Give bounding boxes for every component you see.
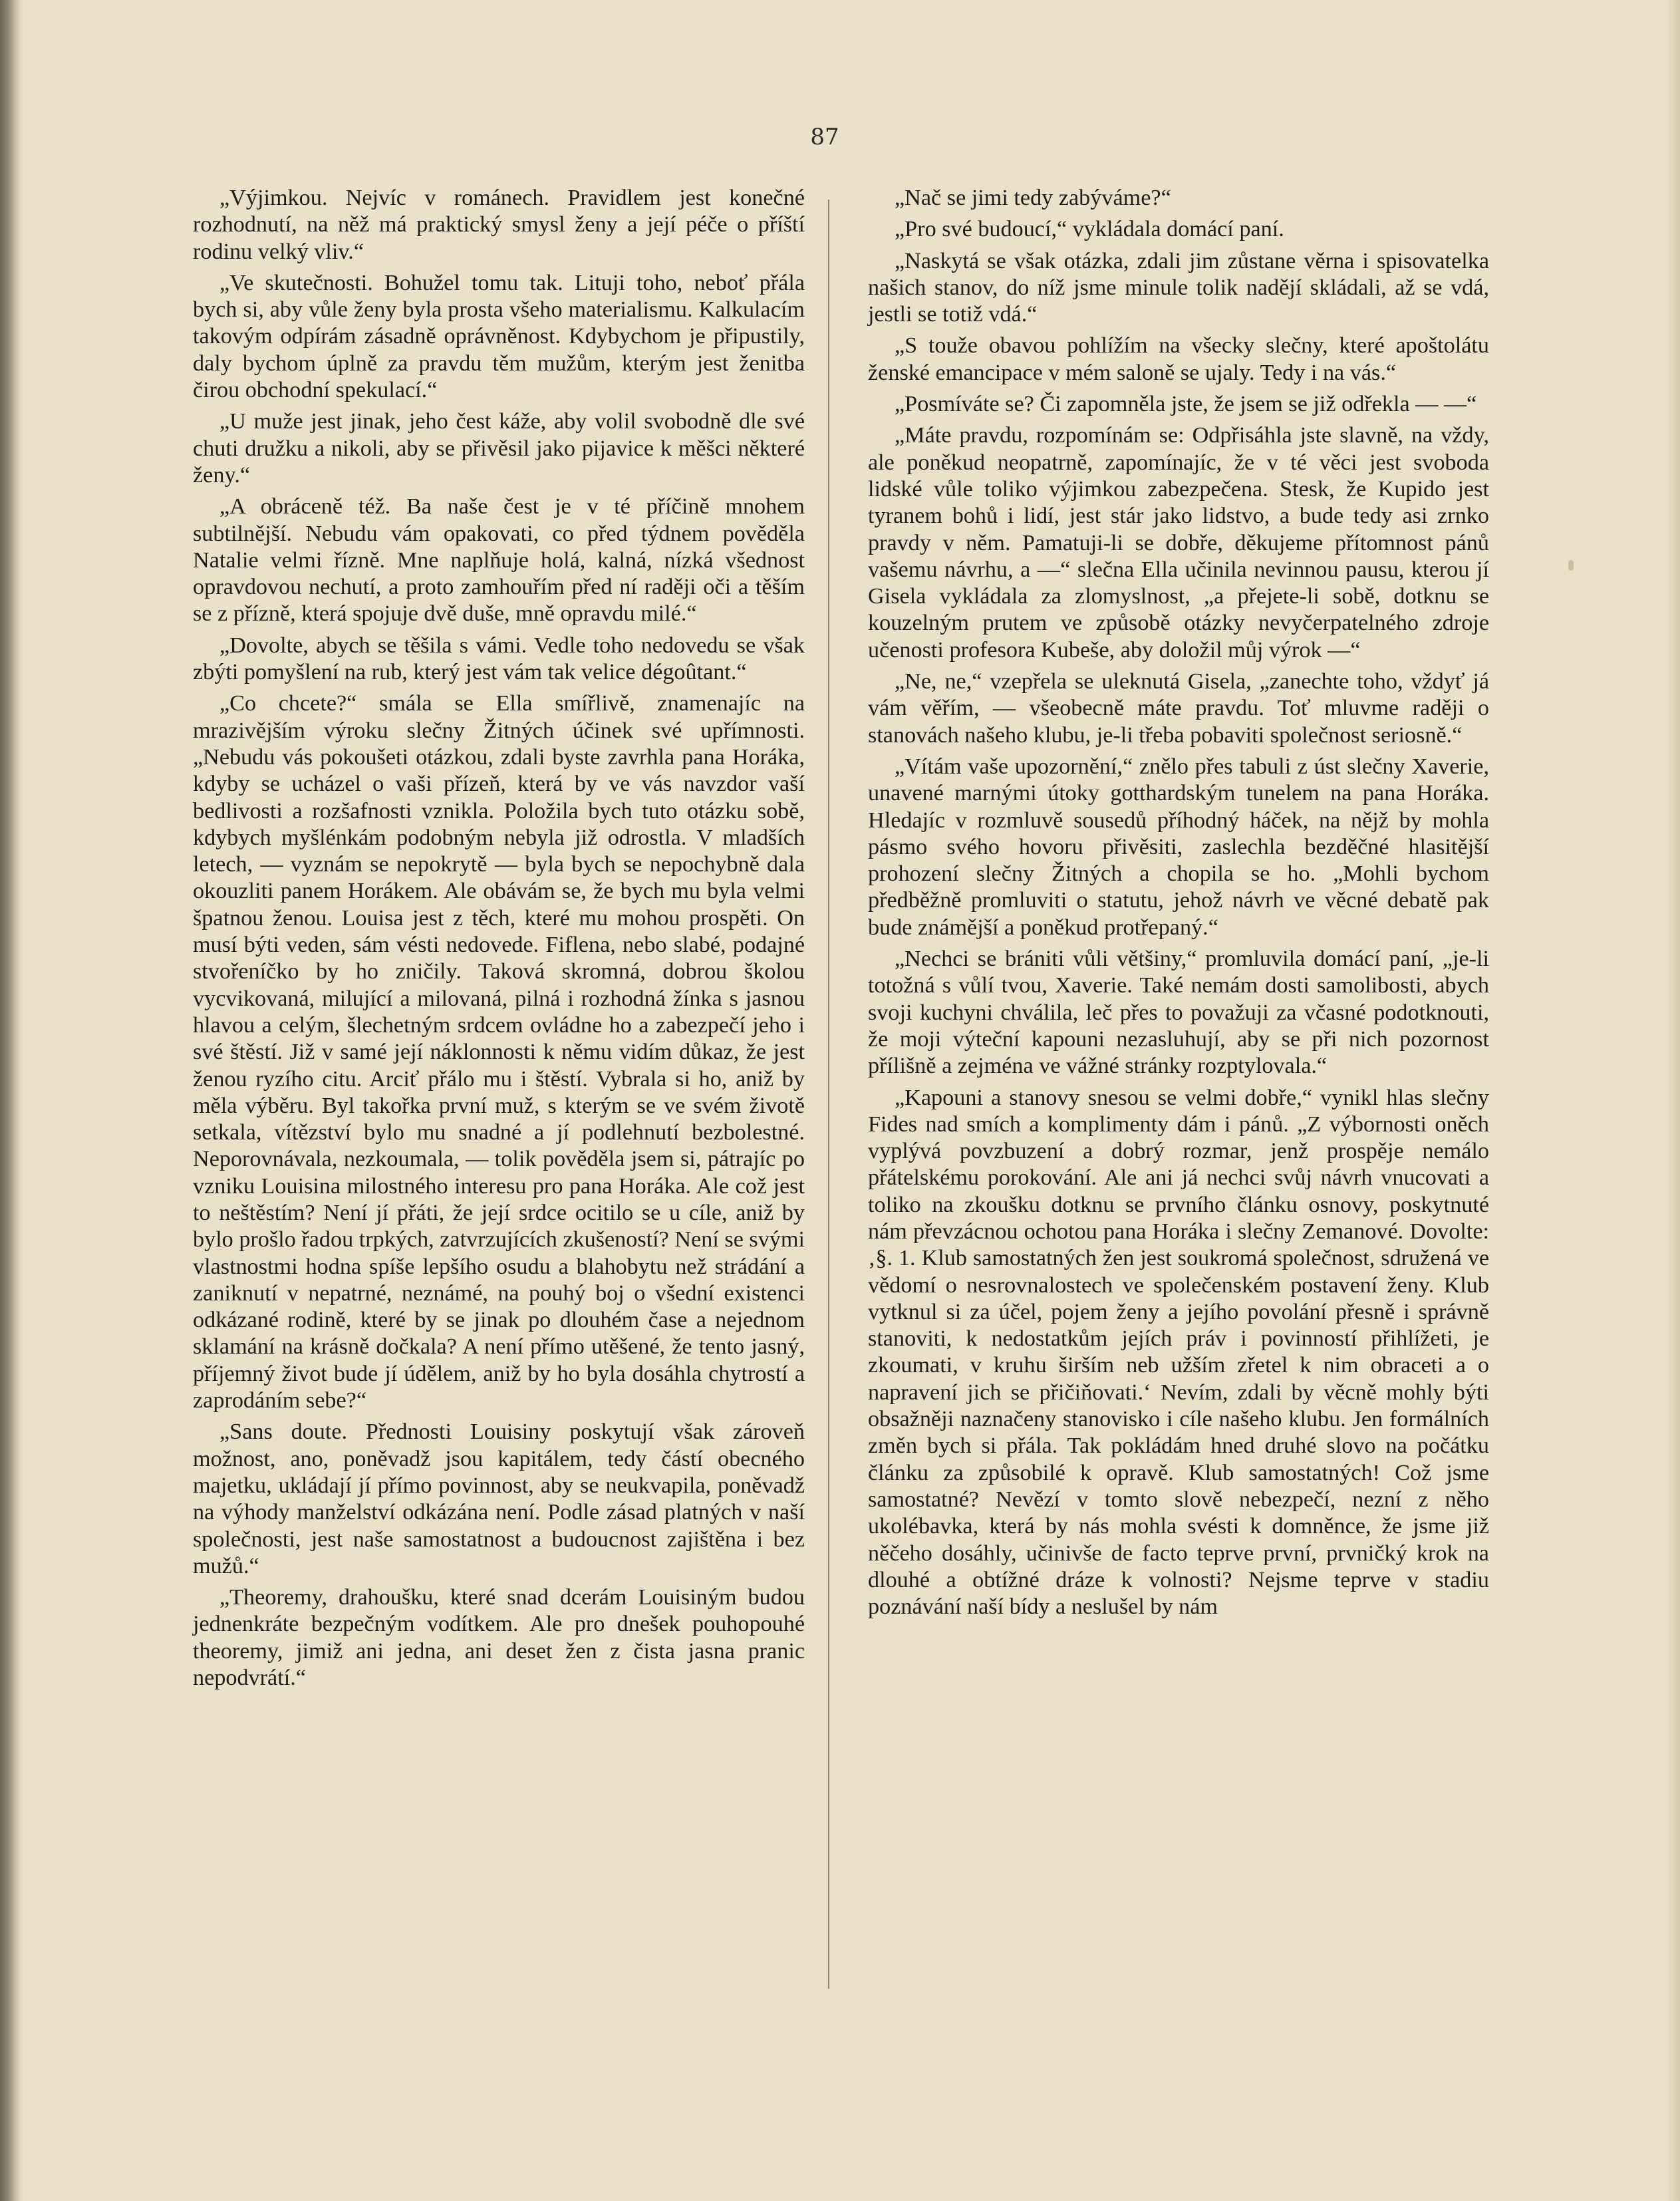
left-column (193, 185, 805, 1696)
right-column (868, 185, 1489, 1625)
paragraph: „S touže obavou pohlížím na všecky slečny, které apoštolátu ženské emancipace v mém saloně se ujaly. Tedy i na vás.“ (868, 333, 1489, 385)
page-number: 87 (810, 124, 839, 150)
paragraph: „Dovolte, abych se těšila s vámi. Vedle toho nedovedu se však zbýti pomyšlení na rub, který jest vám tak velice dégoûtant.“ (193, 633, 805, 685)
page-edge (1667, 0, 1680, 2201)
paragraph: „Nechci se brániti vůli většiny,“ promluvila domácí paní, „je-li totožná s vůlí tvou, Xaverie. Také nemám dosti samolibosti, abych svoji kuchyni chválila, leč přes to považuji za včasné podotknouti, že moji výteční kapouni nezasluhují, aby se při nich pozornost přílišně a zejména ve vážné stránky rozptylovala.“ (868, 947, 1489, 1079)
paragraph: „Co chcete?“ smála se Ella smířlivě, znamenajíc na mrazivějším výroku slečny Žitných účinek své upřímnosti. „Nebudu vás pokoušeti otázkou, zdali byste zavrhla pana Horáka, kdyby se ucházel o vaši přízeň, která by ve vás navzdor vaší bedlivosti a rozšafnosti vznikla. Položila bych tuto otázku sobě, kdybych myšlénkám podobným nebyla již odrostla. V mladších letech, — vyznám se nepokrytě — byla bych se nepochybně dala okouzliti panem Horákem. Ale obávám se, že bych mu byla velmi špatnou ženou. Louisa jest z těch, které mu mohou prospěti. On musí býti veden, sám vésti nedovede. Fiflena, nebo slabé, podajné stvořeníčko by ho zničily. Taková skromná, dobrou školou vycvikovaná, milující a milovaná, pilná i rozhodná žínka s jasnou hlavou a celým, šlechetným srdcem ovládne ho a zabezpečí jeho i své štěstí. Již v samé její náklonnosti k němu vidím důkaz, že jest ženou ryzího citu. Arciť přálo mu i štěstí. Vybrala si ho, aniž by měla výběru. Byl takořka první muž, s kterým se ve svém životě setkala, vítězství bylo mu snadné a jí podlehnutí bezbolestné. Neporovnávala, nezkoumala, — tolik pověděla jsem si, pátrajíc po vzniku Louisina milostného interesu pro pana Horáka. Ale což jest to neštěstím? Není jí přáti, že její srdce ocitilo se u cíle, aniž by bylo prošlo řadou trpkých, zatvrzujících zkušeností? Není se svými vlastnostmi hodna spíše lepšího osudu a blahobytu než strádání a zaniknutí v nepatrné, neznámé, na pouhý boj o všední existenci odkázané rodině, které by se jinak po dlouhém čase a nejednom sklamání na krásně dočkala? A není přímo utěšené, že tento jasný, příjemný život bude jí údělem, aniž by ho byla dosáhla chytrostí a zaprodáním sebe?“ (193, 691, 805, 1413)
paragraph: „U muže jest jinak, jeho čest káže, aby volil svobodně dle své chuti družku a nikoli, aby se přivěsil jako pijavice k měšci některé ženy.“ (193, 409, 805, 488)
paragraph: „Sans doute. Přednosti Louisiny poskytují však zároveň možnost, ano, poněvadž jsou kapitálem, tedy částí obecného majetku, ukládají jí přímo povinnost, aby se neukvapila, poněvadž na výhody manželství odkázána není. Podle zásad platných v naší společnosti, jest naše samostatnost a budoucnost zajištěna i bez mužů.“ (193, 1419, 805, 1578)
paragraph: „Máte pravdu, rozpomínám se: Odpřisáhla jste slavně, na vždy, ale poněkud neopatrně, zapomínajíc, že v té věci jest svoboda lidské vůle toliko výjimkou zabezpečena. Stesk, že Kupido jest tyranem bohů i lidí, jest stár jako lidstvo, a bude tedy asi zrnko pravdy v něm. Pamatuji-li se dobře, děkujeme přítomnost pánů vašemu návrhu, a —“ slečna Ella učinila nevinnou pausu, kterou jí Gisela vykládala za zlomyslnost, „a přejete-li sobě, dotknu se kouzelným prutem ve způsobě otázky nevyčerpatelného zdroje učenosti profesora Kubeše, aby doložil můj výrok —“ (868, 423, 1489, 662)
paragraph: „Ne, ne,“ vzepřela se uleknutá Gisela, „zanechte toho, vždyť já vám věřím, — všeobecně máte pravdu. Toť mluvme raději o stanovách našeho klubu, je-li třeba pobaviti společnost seriosně.“ (868, 669, 1489, 748)
paper-speck (1568, 560, 1574, 571)
column-divider (828, 200, 829, 1989)
paragraph: „Vítám vaše upozornění,“ znělo přes tabuli z úst slečny Xaverie, unavené marnými útoky gotthardským tunelem na pana Horáka. Hledajíc v rozmluvě sousedů příhodný háček, na nějž by mohla pásmo svého hovoru přivěsiti, zaslechla bezděčné hlasitější prohození slečny Žitných a chopila se ho. „Mohli bychom předběžně promluviti o statutu, jehož návrh ve věcné debatě pak bude známější a poněkud protřepaný.“ (868, 754, 1489, 940)
binding-gutter (0, 0, 23, 2201)
paragraph: „Theoremy, drahoušku, které snad dcerám Louisiným budou jednenkráte bezpečným vodítkem. Ale pro dnešek pouhopouhé theoremy, jimiž ani jedna, ani deset žen z čista jasna pranic nepodvrátí.“ (193, 1585, 805, 1691)
paragraph: „Výjimkou. Nejvíc v románech. Pravidlem jest konečné rozhodnutí, na něž má praktický smysl ženy a její péče o příští rodinu velký vliv.“ (193, 186, 805, 264)
paragraph: „A obráceně též. Ba naše čest je v té příčině mnohem subtilnější. Nebudu vám opakovati, co před týdnem pověděla Natalie velmi řízně. Mne naplňuje holá, kalná, nízká všednost opravdovou nechutí, a proto zamhouřím před ní raději oči a těším se z přízně, která spojuje dvě duše, mně opravdu milé.“ (193, 494, 805, 627)
paragraph: „Naskytá se však otázka, zdali jim zůstane věrna i spisovatelka našich stanov, do níž jsme minule tolik nadějí skládali, až se vdá, jestli se totiž vdá.“ (868, 248, 1489, 327)
paragraph: „Ve skutečnosti. Bohužel tomu tak. Lituji toho, neboť přála bych si, aby vůle ženy byla prosta všeho materialismu. Kalkulacím takovým odpírám zásadně oprávněnost. Kdybychom je připustily, daly bychom úplně za pravdu těm mužům, kterým jest ženitba čirou obchodní spekulací.“ (193, 270, 805, 403)
paragraph: „Nač se jimi tedy zabýváme?“ (895, 186, 1171, 210)
paragraph: „Posmíváte se? Či zapomněla jste, že jsem se již odřekla — —“ (895, 392, 1477, 417)
paragraph: „Kapouni a stanovy snesou se velmi dobře,“ vynikl hlas slečny Fides nad smích a komplimenty dám i pánů. „Z výbornosti oněch vyplývá povzbuzení a dobrý rozmar, jenž prospěje nemálo přátelskému porokování. Ale ani já nechci svůj návrh vnucovati a toliko na zkoušku dotknu se prvního článku osnovy, poskytnuté nám převzácnou ochotou pana Horáka i slečny Zemanové. Dovolte: ‚§. 1. Klub samostatných žen jest soukromá společnost, sdružená ve vědomí o nesrovnalostech ve společenském postavení ženy. Klub vytknul si za účel, pojem ženy a jejího povolání přesně i správně stanoviti, k nedostatkům jejích práv i povinností přihlížeti, je zkoumati, v kruhu širším neb užším zřetel k nim obraceti a o napravení jich se přičiňovati.‘ Nevím, zdali by věcně mohly býti obsažněji naznačeny stanovisko i cíle našeho klubu. Jen formálních změn bych si přála. Tak pokládám hned druhé slovo na počátku článku za způsobilé k opravě. Klub samostatných! Což jsme samostatné? Nevězí v tomto slově nebezpečí, nezní z něho ukolébavka, která by nás mohla svésti k domněnce, že jsme již něčeho dosáhly, učinivše de facto teprve první, prvničký krok na dlouhé a obtížné dráze k volnosti? Nejsme teprve v stadiu poznávání naší bídy a neslušel by nám (868, 1085, 1489, 1620)
paragraph: „Pro své budoucí,“ vykládala domácí paní. (895, 217, 1284, 242)
